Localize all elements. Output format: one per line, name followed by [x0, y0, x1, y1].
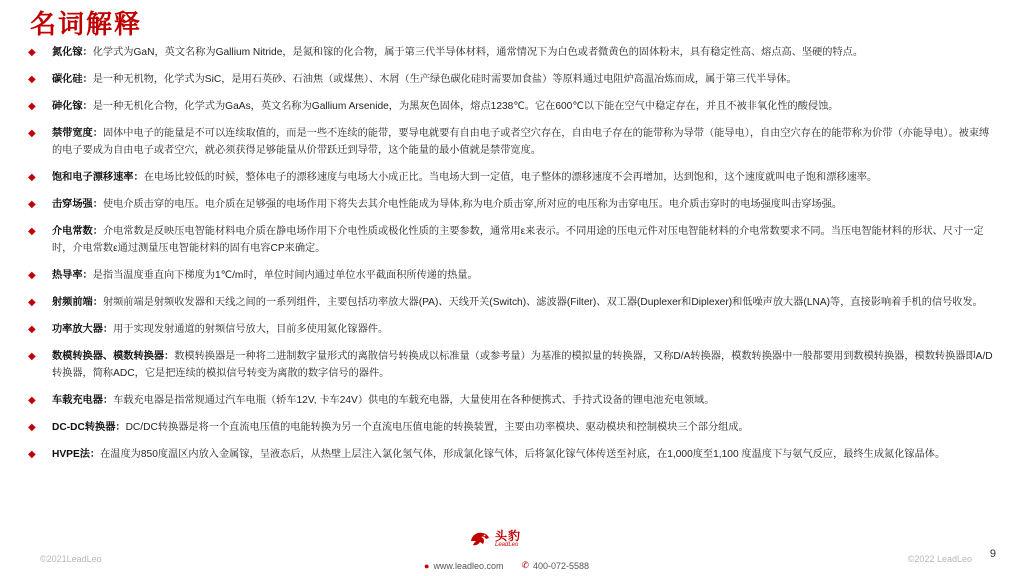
term-definition: 化学式为GaN，英文名称为Gallium Nitride，是氮和镓的化合物，属于第三代半导体材料，通常情况下为白色或者微黄色的固体粉末，具有稳定性高、熔点高、坚硬的特点。 — [92, 47, 864, 58]
logo-english-name: LeadLeo — [495, 542, 519, 548]
website-link[interactable]: www.leadleo.com — [433, 560, 504, 571]
leopard-logo-icon — [468, 527, 492, 551]
term-item — [28, 196, 996, 213]
globe-icon: ● — [424, 560, 430, 571]
term-name: 介电常数： — [52, 226, 103, 237]
term-name: 击穿场强： — [52, 199, 103, 210]
term-definition: 是一种无机物，化学式为SiC，是用石英砂、石油焦（或煤焦）、木屑（生产绿色碳化硅时需要加食盐）等原料通过电阻炉高温冶炼而成，属于第三代半导体。 — [92, 74, 797, 85]
term-name: 数模转换器、模数转换器： — [52, 351, 175, 362]
phone-number: 400-072-5588 — [533, 560, 590, 571]
term-name: 功率放大器： — [52, 324, 114, 335]
term-item — [28, 419, 996, 436]
term-item — [28, 446, 996, 463]
term-definition: 在电场比较低的时候，整体电子的漂移速度与电场大小成正比。当电场大到一定值，电子整体的漂移速度不会再增加，达到饱和，这个速度就叫电子饱和漂移速率。 — [143, 172, 878, 183]
term-name: 碳化硅： — [52, 74, 93, 85]
term-item — [28, 294, 996, 311]
logo-chinese-name: 头豹 — [495, 529, 522, 543]
diamond-bullet-icon: ◆ — [28, 351, 36, 362]
term-name: 砷化镓： — [52, 101, 93, 112]
term-name: 禁带宽度： — [52, 128, 103, 139]
diamond-bullet-icon: ◆ — [28, 395, 36, 406]
term-name: HVPE法： — [52, 449, 101, 460]
page-title: 名词解释 — [30, 9, 143, 39]
term-definition: 介电常数是反映压电智能材料电介质在静电场作用下介电性质或极化性质的主要参数，通常用ε来表示。不同用途的压电元件对压电智能材料的介电常数要求不同。当压电智能材料的形状、尺寸一定时，介电常数ε通过测量压电智能材料的固有电容CP来确定。 — [52, 226, 984, 254]
leadleo-logo — [468, 526, 521, 552]
term-name: 饱和电子漂移速率： — [52, 172, 144, 183]
term-item — [28, 169, 996, 186]
term-definition: 车载充电器是指常规通过汽车电瓶（轿车12V, 卡车24V）供电的车载充电器，大量使用在各种便携式、手持式设备的锂电池充电领域。 — [113, 395, 715, 406]
diamond-bullet-icon: ◆ — [28, 128, 36, 139]
term-name: 车载充电器： — [52, 395, 114, 406]
term-item — [28, 71, 996, 88]
phone-icon: ✆ — [521, 560, 530, 570]
term-name: 热导率： — [52, 270, 93, 281]
diamond-bullet-icon: ◆ — [28, 199, 36, 210]
term-definition: 使电介质击穿的电压。电介质在足够强的电场作用下将失去其介电性能成为导体,称为电介质击穿,所对应的电压称为击穿电压。电介质击穿时的电场强度叫击穿场强。 — [102, 199, 843, 210]
term-item — [28, 125, 996, 159]
term-item — [28, 98, 996, 115]
diamond-bullet-icon: ◆ — [28, 297, 36, 308]
diamond-bullet-icon: ◆ — [28, 422, 36, 433]
page-number: 9 — [989, 548, 996, 560]
term-item — [28, 267, 996, 284]
term-definition: 是一种无机化合物，化学式为GaAs，英文名称为Gallium Arsenide，为黑灰色固体，熔点1238℃。它在600℃以下能在空气中稳定存在，并且不被非氧化性的酸侵蚀。 — [92, 101, 839, 112]
term-item — [28, 223, 996, 257]
term-definition: 射频前端是射频收发器和天线之间的一系列组件，主要包括功率放大器(PA)、天线开关(Switch)、滤波器(Filter)、双工器(Duplexer和Diplexer)和低噪声放大器(LNA)等，直接影响着手机的信号收发。 — [102, 297, 983, 308]
term-definition: DC/DC转换器是将一个直流电压值的电能转换为另一个直流电压值电能的转换装置，主要由功率模块、驱动模块和控制模块三个部分组成。 — [125, 422, 749, 433]
diamond-bullet-icon: ◆ — [28, 74, 36, 85]
diamond-bullet-icon: ◆ — [28, 101, 36, 112]
diamond-bullet-icon: ◆ — [28, 226, 36, 237]
term-name: 射频前端： — [52, 297, 103, 308]
diamond-bullet-icon: ◆ — [28, 449, 36, 460]
footer-copyright-left: ©2021LeadLeo — [40, 554, 102, 564]
footer-copyright-right: ©2022 LeadLeo — [907, 554, 972, 564]
term-name: DC-DC转换器： — [52, 422, 126, 433]
term-definition: 是指当温度垂直向下梯度为1℃/m时，单位时间内通过单位水平截面积所传递的热量。 — [92, 270, 478, 281]
term-item — [28, 44, 996, 61]
term-item — [28, 348, 996, 382]
contact-bar — [424, 560, 589, 571]
term-list — [28, 44, 996, 473]
term-definition: 固体中电子的能量是不可以连续取值的，而是一些不连续的能带，要导电就要有自由电子或者空穴存在，自由电子存在的能带称为导带（能导电），自由空穴存在的能带称为价带（亦能导电）。被束缚的电子要成为自由电子或者空穴，就必须获得足够能量从价带跃迁到导带，这个能量的最小值就是禁带宽度。 — [52, 128, 990, 156]
term-definition: 数模转换器是一种将二进制数字量形式的离散信号转换成以标准量（或参考量）为基准的模拟量的转换器，又称D/A转换器，模数转换器中一般都要用到数模转换器，模数转换器即A/D转换器，简称ADC，它是把连续的模拟信号转变为离散的数字信号的器件。 — [52, 351, 993, 379]
diamond-bullet-icon: ◆ — [28, 47, 36, 58]
diamond-bullet-icon: ◆ — [28, 324, 36, 335]
term-item — [28, 321, 996, 338]
term-definition: 在温度为850度温区内放入金属镓，呈液态后，从热壁上层注入氯化氢气体，形成氯化镓气体，后将氯化镓气体传送至衬底，在1,000度至1,100 度温度下与氨气反应，最终生成氮化镓晶体。 — [100, 449, 946, 460]
diamond-bullet-icon: ◆ — [28, 172, 36, 183]
term-definition: 用于实现发射通道的射频信号放大，目前多使用氮化镓器件。 — [113, 324, 389, 335]
term-name: 氮化镓： — [52, 47, 93, 58]
diamond-bullet-icon: ◆ — [28, 270, 36, 281]
term-item — [28, 392, 996, 409]
